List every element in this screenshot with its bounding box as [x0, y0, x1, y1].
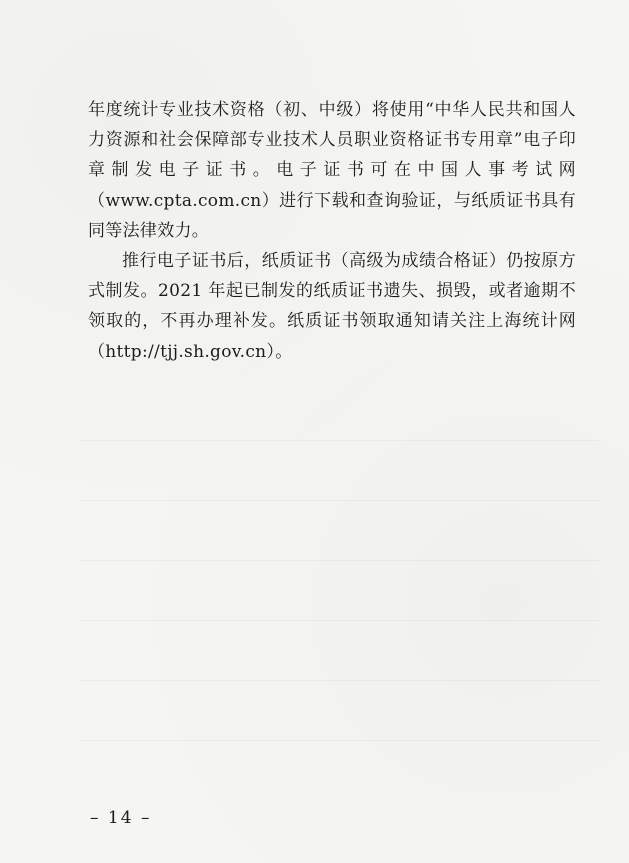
body-text — [88, 95, 576, 367]
bleed-through-line — [80, 560, 599, 561]
bleed-through-line — [80, 740, 599, 741]
paragraph-paper-certificate: 推行电子证书后，纸质证书（高级为成绩合格证）仍按原方式制发。2021 年起已制发的纸质证书遗失、损毁，或者逾期不领取的，不再办理补发。纸质证书领取通知请关注上海统计网（http://tjj.sh.gov.cn）。 — [88, 251, 576, 362]
bleed-through-line — [80, 500, 599, 501]
page-number: – 14 – — [90, 808, 152, 828]
bleed-through-line — [80, 620, 599, 621]
bleed-through-line — [80, 680, 599, 681]
paragraph-electronic-certificate: 年度统计专业技术资格（初、中级）将使用“中华人民共和国人力资源和社会保障部专业技术人员职业资格证书专用章”电子印章制发电子证书。电子证书可在中国人事考试网（www.cpta.com.cn）进行下载和查询验证，与纸质证书具有同等法律效力。 — [88, 100, 576, 241]
bleed-through-line — [80, 440, 599, 441]
